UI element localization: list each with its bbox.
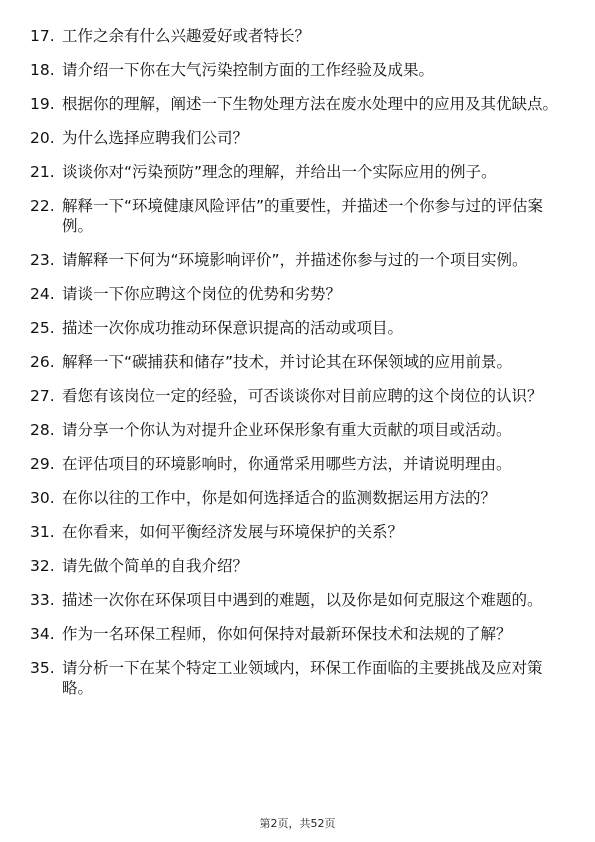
question-item (30, 488, 570, 508)
question-number: 17. (30, 27, 55, 45)
question-item (30, 196, 570, 236)
question-item (30, 318, 570, 338)
page-footer: 第2页，共52页 (259, 817, 336, 830)
question-number: 28. (30, 421, 55, 439)
question-item (30, 522, 570, 542)
question-number: 34. (30, 625, 55, 643)
question-item (30, 590, 570, 610)
question-number: 21. (30, 163, 55, 181)
question-text: 在评估项目的环境影响时，你通常采用哪些方法，并请说明理由。 (62, 455, 512, 473)
question-number: 23. (30, 251, 55, 269)
question-item (30, 556, 570, 576)
question-text: 为什么选择应聘我们公司？ (62, 129, 249, 147)
question-number: 27. (30, 387, 55, 405)
question-item (30, 658, 570, 698)
question-list (30, 26, 570, 712)
question-number: 18. (30, 61, 55, 79)
question-number: 24. (30, 285, 55, 303)
question-item (30, 128, 570, 148)
question-text: 谈谈你对“污染预防”理念的理解，并给出一个实际应用的例子。 (62, 163, 497, 181)
question-text: 请介绍一下你在大气污染控制方面的工作经验及成果。 (62, 61, 435, 79)
question-item (30, 60, 570, 80)
question-number: 31. (30, 523, 55, 541)
question-number: 20. (30, 129, 55, 147)
question-text: 请先做个简单的自我介绍？ (62, 557, 249, 575)
question-number: 33. (30, 591, 55, 609)
question-text: 在你以往的工作中，你是如何选择适合的监测数据运用方法的？ (62, 489, 497, 507)
question-number: 26. (30, 353, 55, 371)
question-item (30, 250, 570, 270)
question-text: 工作之余有什么兴趣爱好或者特长？ (62, 27, 311, 45)
question-text: 请解释一下何为“环境影响评价”，并描述你参与过的一个项目实例。 (62, 251, 528, 269)
question-item (30, 26, 570, 46)
question-item (30, 454, 570, 474)
question-text: 在你看来，如何平衡经济发展与环境保护的关系？ (62, 523, 404, 541)
question-item (30, 420, 570, 440)
question-number: 25. (30, 319, 55, 337)
question-item (30, 284, 570, 304)
question-text: 请谈一下你应聘这个岗位的优势和劣势？ (62, 285, 342, 303)
question-item (30, 624, 570, 644)
question-number: 29. (30, 455, 55, 473)
question-text: 解释一下“碳捕获和储存”技术，并讨论其在环保领域的应用前景。 (62, 353, 513, 371)
question-number: 30. (30, 489, 55, 507)
question-number: 32. (30, 557, 55, 575)
question-item (30, 162, 570, 182)
question-text: 作为一名环保工程师，你如何保持对最新环保技术和法规的了解？ (62, 625, 512, 643)
question-number: 22. (30, 197, 55, 215)
question-item (30, 94, 570, 114)
question-text: 根据你的理解，阐述一下生物处理方法在废水处理中的应用及其优缺点。 (62, 95, 559, 113)
question-number: 19. (30, 95, 55, 113)
question-text: 描述一次你在环保项目中遇到的难题，以及你是如何克服这个难题的。 (62, 591, 543, 609)
question-text: 描述一次你成功推动环保意识提高的活动或项目。 (62, 319, 404, 337)
question-number: 35. (30, 659, 55, 677)
question-text: 解释一下“环境健康风险评估”的重要性，并描述一个你参与过的评估案例。 (62, 197, 544, 235)
question-text: 看您有该岗位一定的经验，可否谈谈你对目前应聘的这个岗位的认识？ (62, 387, 543, 405)
question-item (30, 352, 570, 372)
question-item (30, 386, 570, 406)
question-text: 请分析一下在某个特定工业领域内，环保工作面临的主要挑战及应对策略。 (62, 659, 543, 697)
question-text: 请分享一个你认为对提升企业环保形象有重大贡献的项目或活动。 (62, 421, 512, 439)
